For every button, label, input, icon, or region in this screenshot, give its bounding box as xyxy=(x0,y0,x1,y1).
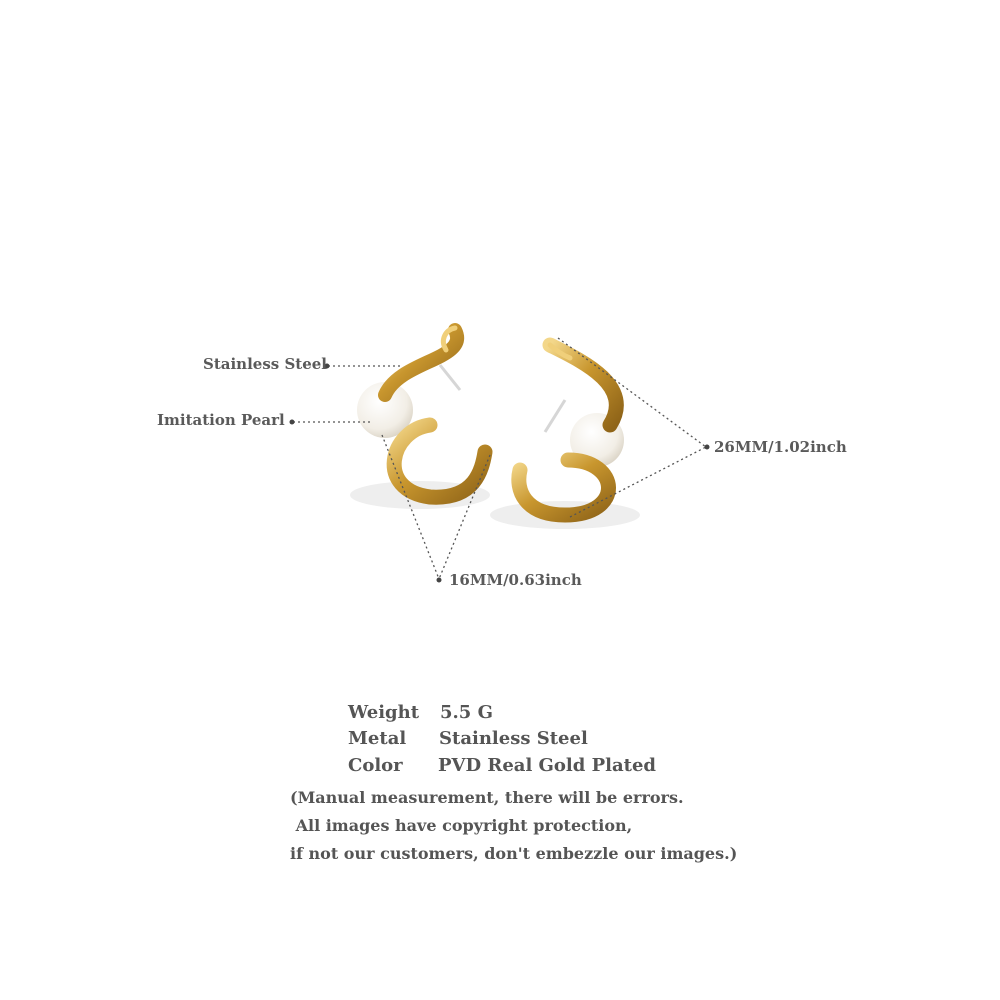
width-annotation: 16MM/0.63inch xyxy=(449,571,582,589)
left-earring xyxy=(357,328,485,497)
color-value: PVD Real Gold Plated xyxy=(438,755,657,776)
weight-value: 5.5 G xyxy=(440,702,493,723)
color-label: Color xyxy=(348,755,403,776)
weight-label: Weight xyxy=(348,702,420,723)
note-line-3: if not our customers, don't embezzle our images.) xyxy=(290,844,738,863)
note-line-1: (Manual measurement, there will be errors. xyxy=(290,788,684,807)
metal-label: Metal xyxy=(348,728,407,749)
metal-value: Stainless Steel xyxy=(439,728,588,749)
pearl-annotation: Imitation Pearl xyxy=(157,411,285,429)
right-earring xyxy=(519,345,624,515)
note-line-2: All images have copyright protection, xyxy=(290,816,633,835)
material-annotation: Stainless Steel xyxy=(203,355,327,373)
height-annotation: 26MM/1.02inch xyxy=(714,438,847,456)
